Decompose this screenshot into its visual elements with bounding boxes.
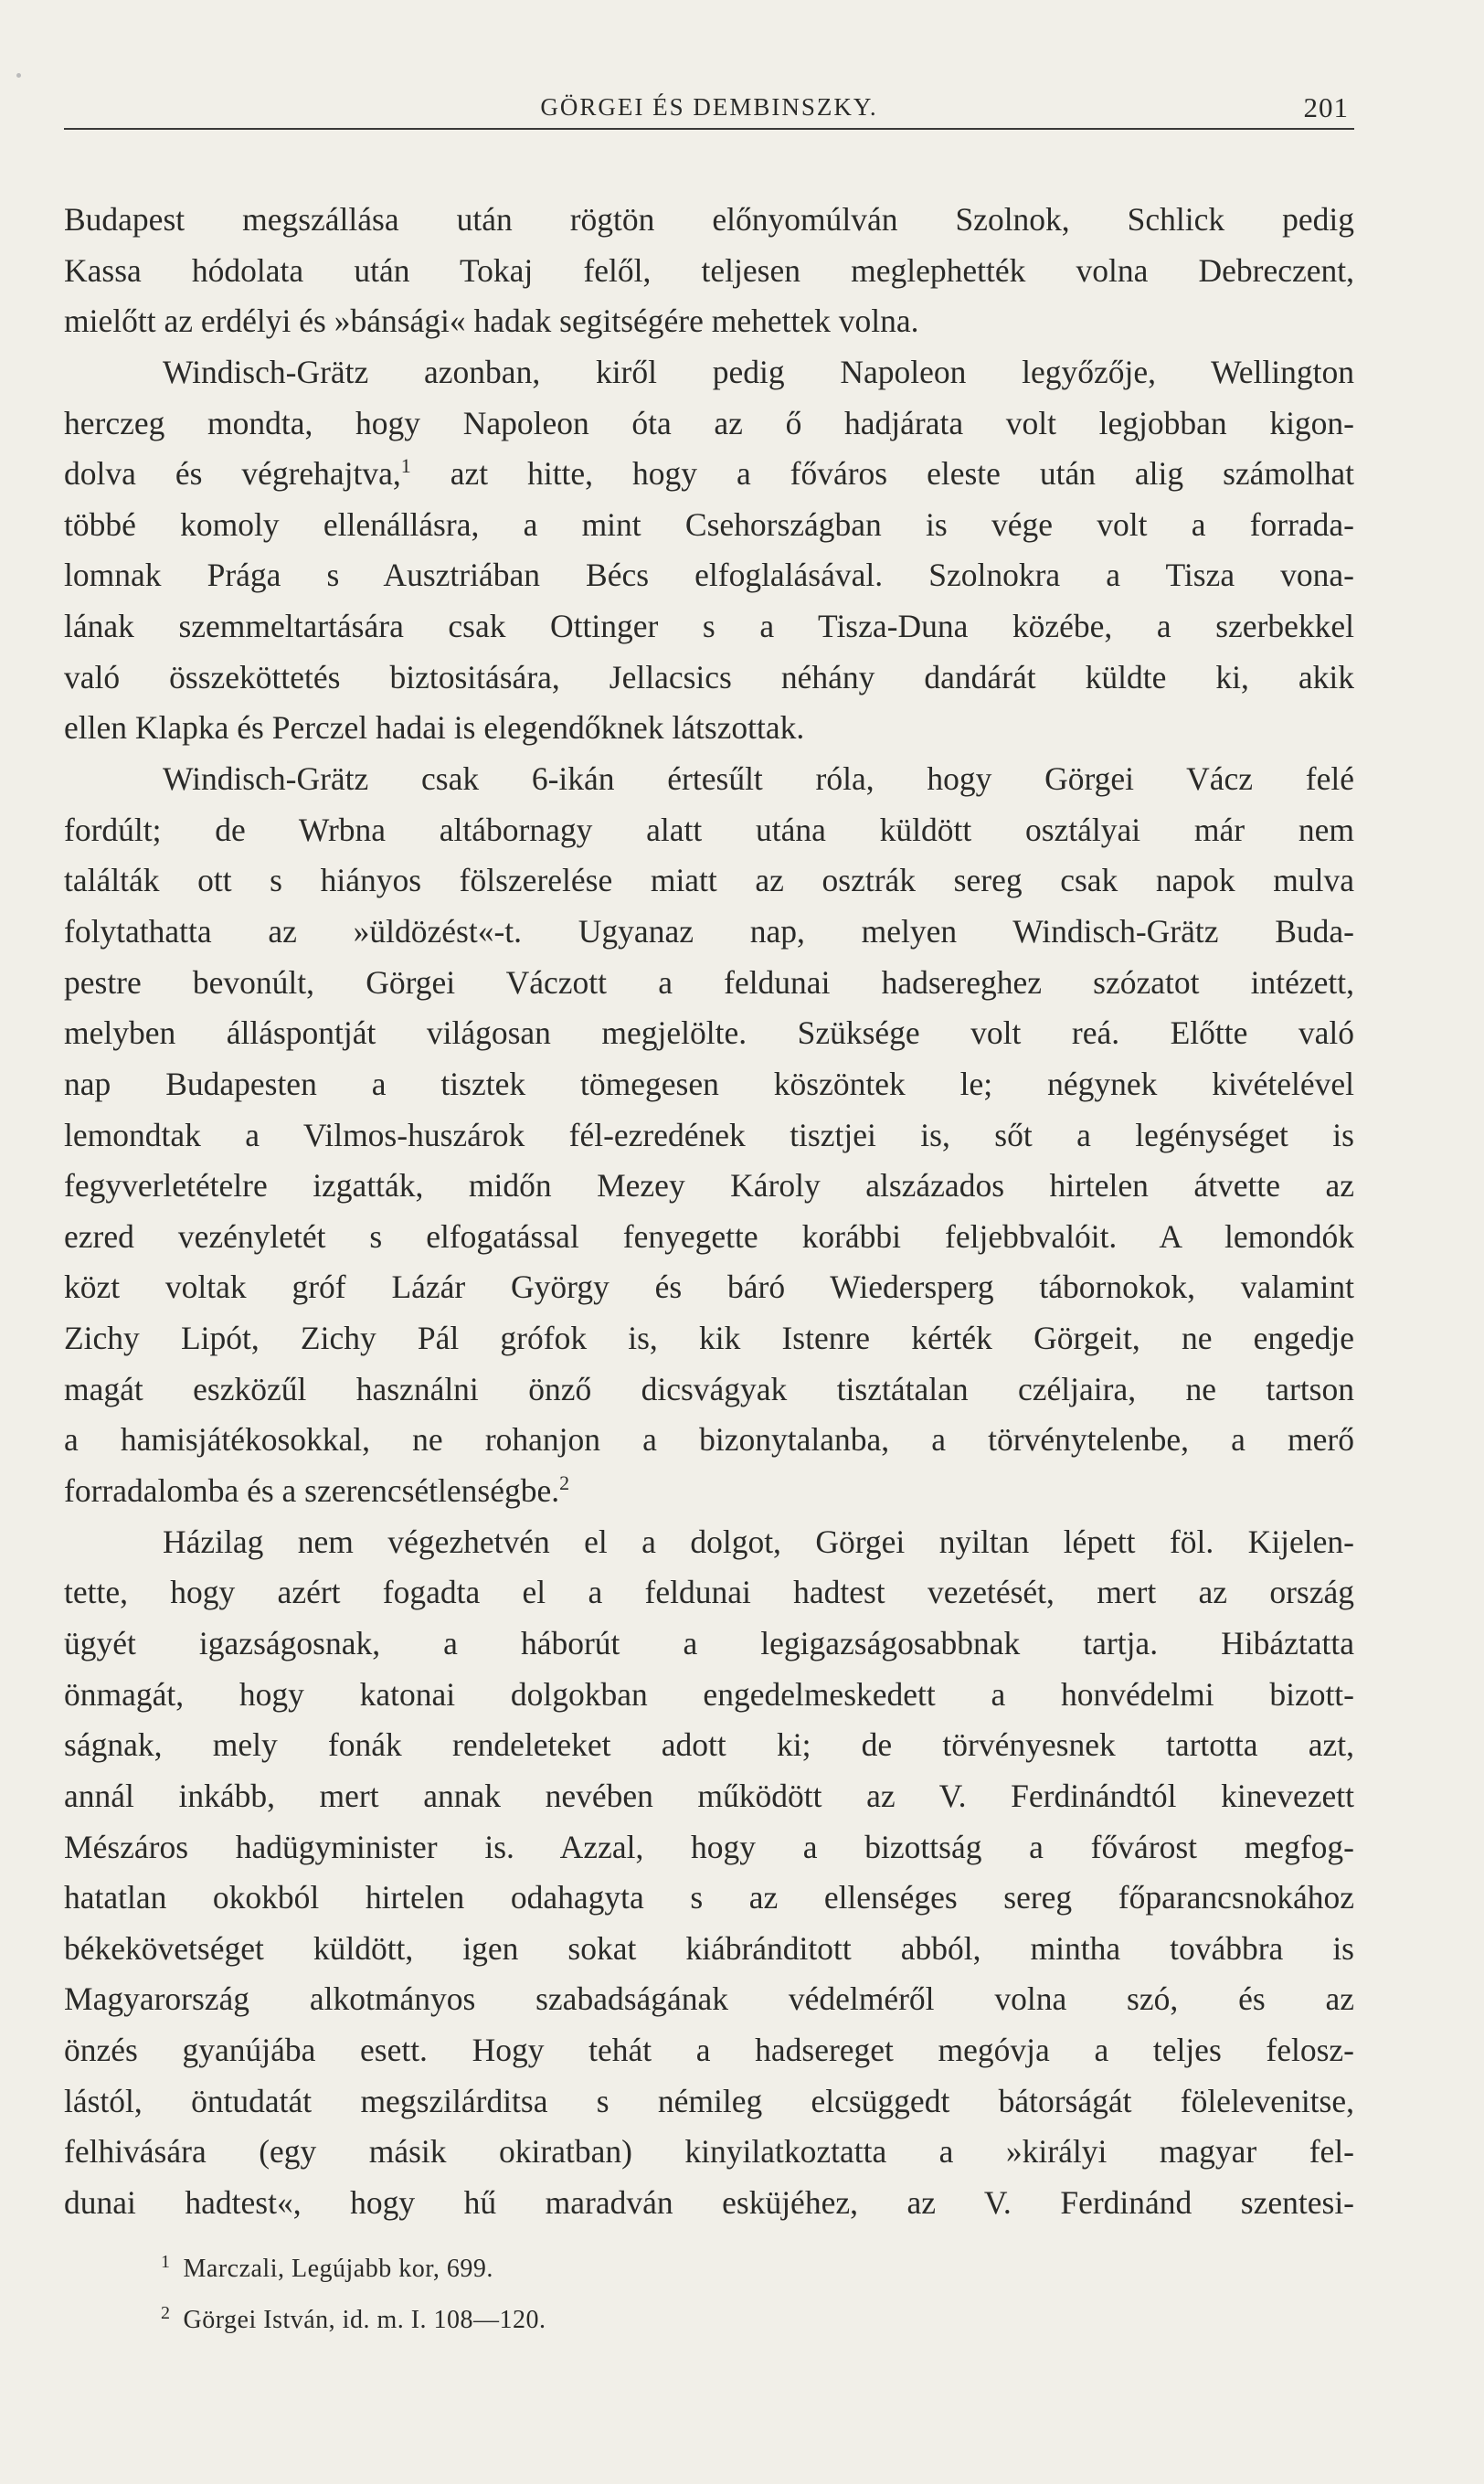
footnote — [161, 2244, 546, 2295]
running-header — [64, 91, 1354, 130]
text-line: melyben álláspontját világosan megjelölte. Szüksége volt reá. Előtte való — [64, 1014, 1354, 1052]
text-line — [64, 449, 1354, 500]
scan-speck — [16, 73, 21, 78]
text-line — [64, 1466, 1354, 1517]
text-segment: azt hitte, hogy a főváros eleste után alig számolhat — [450, 455, 1355, 493]
text-line: önzés gyanújába esett. Hogy tehát a hadsereget megóvja a teljes felosz- — [64, 2032, 1354, 2069]
text-line: többé komoly ellenállásra, a mint Csehországban is vége volt a forrada- — [64, 505, 1354, 543]
text-line: mielőtt az erdélyi és »bánsági« hadak segitségére mehettek volna. — [64, 303, 919, 340]
text-line: nap Budapesten a tisztek tömegesen köszöntek le; négynek kivételével — [64, 1065, 1354, 1102]
text-line: fegyverletételre izgatták, midőn Mezey Károly alszázados hirtelen átvette az — [64, 1167, 1354, 1205]
text-line: ezred vezényletét s elfogatással fenyegette korábbi feljebbvalóit. A lemondók — [64, 1217, 1354, 1255]
text-line: Mészáros hadügyminister is. Azzal, hogy a bizottság a fővárost megfog- — [64, 1828, 1354, 1865]
text-line: lának szemmeltartására csak Ottinger s a Tisza-Duna közébe, a szerbekkel — [64, 608, 1354, 645]
body-text — [64, 195, 1354, 2229]
footnote — [161, 2295, 546, 2346]
text-line: herczeg mondta, hogy Napoleon óta az ő hadjárata volt legjobban kigon- — [64, 404, 1354, 441]
text-line: Windisch-Grätz azonban, kiről pedig Napoleon legyőzője, Wellington — [163, 353, 1354, 390]
footnote-text: Marczali, Legújabb kor, 699. — [183, 2255, 493, 2283]
text-line: önmagát, hogy katonai dolgokban engedelmeskedett a honvédelmi bizott- — [64, 1675, 1354, 1713]
text-segment: forradalomba és a szerencsétlenségbe. — [64, 1472, 560, 1510]
footnote-mark: 2 — [161, 2302, 171, 2323]
text-line: közt voltak gróf Lázár György és báró Wiedersperg tábornokok, valamint — [64, 1269, 1354, 1306]
text-line: pestre bevonúlt, Görgei Váczott a feldunai hadsereghez szózatot intézett, — [64, 963, 1354, 1001]
text-line: lástól, öntudatát megszilárditsa s némileg elcsüggedt bátorságát fölelevenitse, — [64, 2082, 1354, 2119]
text-line: fordúlt; de Wrbna altábornagy alatt utána küldött osztályai már nem — [64, 811, 1354, 848]
text-line: békekövetséget küldött, igen sokat kiábránditott abból, mintha továbbra is — [64, 1929, 1354, 1967]
text-line: Windisch-Grätz csak 6-ikán értesűlt róla, hogy Görgei Vácz felé — [163, 760, 1354, 798]
footnotes — [161, 2244, 546, 2346]
text-line: magát eszközűl használni önző dicsvágyak tisztátalan czéljaira, ne tartson — [64, 1370, 1354, 1407]
text-line: találták ott s hiányos fölszerelése miatt az osztrák sereg csak napok mulva — [64, 862, 1354, 899]
text-line: lemondtak a Vilmos-huszárok fél-ezredének tisztjei is, sőt a legénységet is — [64, 1116, 1354, 1153]
text-line: Zichy Lipót, Zichy Pál grófok is, kik Istenre kérték Görgeit, ne engedje — [64, 1320, 1354, 1357]
text-line: hatatlan okokból hirtelen odahagyta s az ellenséges sereg főparancsnokához — [64, 1879, 1354, 1916]
text-line: a hamisjátékosokkal, ne rohanjon a bizonytalanba, a törvénytelenbe, a merő — [64, 1421, 1354, 1459]
text-line: Budapest megszállása után rögtön előnyomúlván Szolnok, Schlick pedig — [64, 201, 1354, 238]
text-line: Magyarország alkotmányos szabadságának védelméről volna szó, és az — [64, 1980, 1354, 2018]
footnote-ref: 2 — [559, 1471, 570, 1495]
text-line: Házilag nem végezhetvén el a dolgot, Görgei nyiltan lépett föl. Kijelen- — [163, 1523, 1354, 1560]
text-line: lomnak Prága s Ausztriában Bécs elfoglalásával. Szolnokra a Tisza vona- — [64, 557, 1354, 594]
text-line: való összeköttetés biztositására, Jellacsics néhány dandárát küldte ki, akik — [64, 658, 1354, 695]
footnote-mark: 1 — [161, 2251, 171, 2272]
footnote-ref: 1 — [400, 454, 411, 478]
page-number: 201 — [1303, 91, 1349, 123]
footnote-text: Görgei István, id. m. I. 108—120. — [183, 2306, 546, 2334]
text-line: annál inkább, mert annak nevében működött az V. Ferdinándtól kinevezett — [64, 1777, 1354, 1814]
text-line: tette, hogy azért fogadta el a feldunai hadtest vezetését, mert az ország — [64, 1574, 1354, 1611]
text-line: felhivására (egy másik okiratban) kinyilatkoztatta a »királyi magyar fel- — [64, 2133, 1354, 2171]
header-title: GÖRGEI ÉS DEMBINSZKY. — [540, 93, 878, 121]
text-line: dunai hadtest«, hogy hű maradván esküjéhez, az V. Ferdinánd szentesi- — [64, 2183, 1354, 2221]
text-line: ellen Klapka és Perczel hadai is elegendőknek látszottak. — [64, 709, 805, 747]
text-line: ságnak, mely fonák rendeleteket adott ki; de törvényesnek tartotta azt, — [64, 1726, 1354, 1764]
text-line: ügyét igazságosnak, a háborút a legigazságosabbnak tartja. Hibáztatta — [64, 1624, 1354, 1661]
text-line: folytathatta az »üldözést«-t. Ugyanaz nap, melyen Windisch-Grätz Buda- — [64, 912, 1354, 950]
text-line: Kassa hódolata után Tokaj felől, teljesen meglephették volna Debreczent, — [64, 251, 1354, 289]
text-segment: dolva és végrehajtva, — [64, 455, 401, 493]
